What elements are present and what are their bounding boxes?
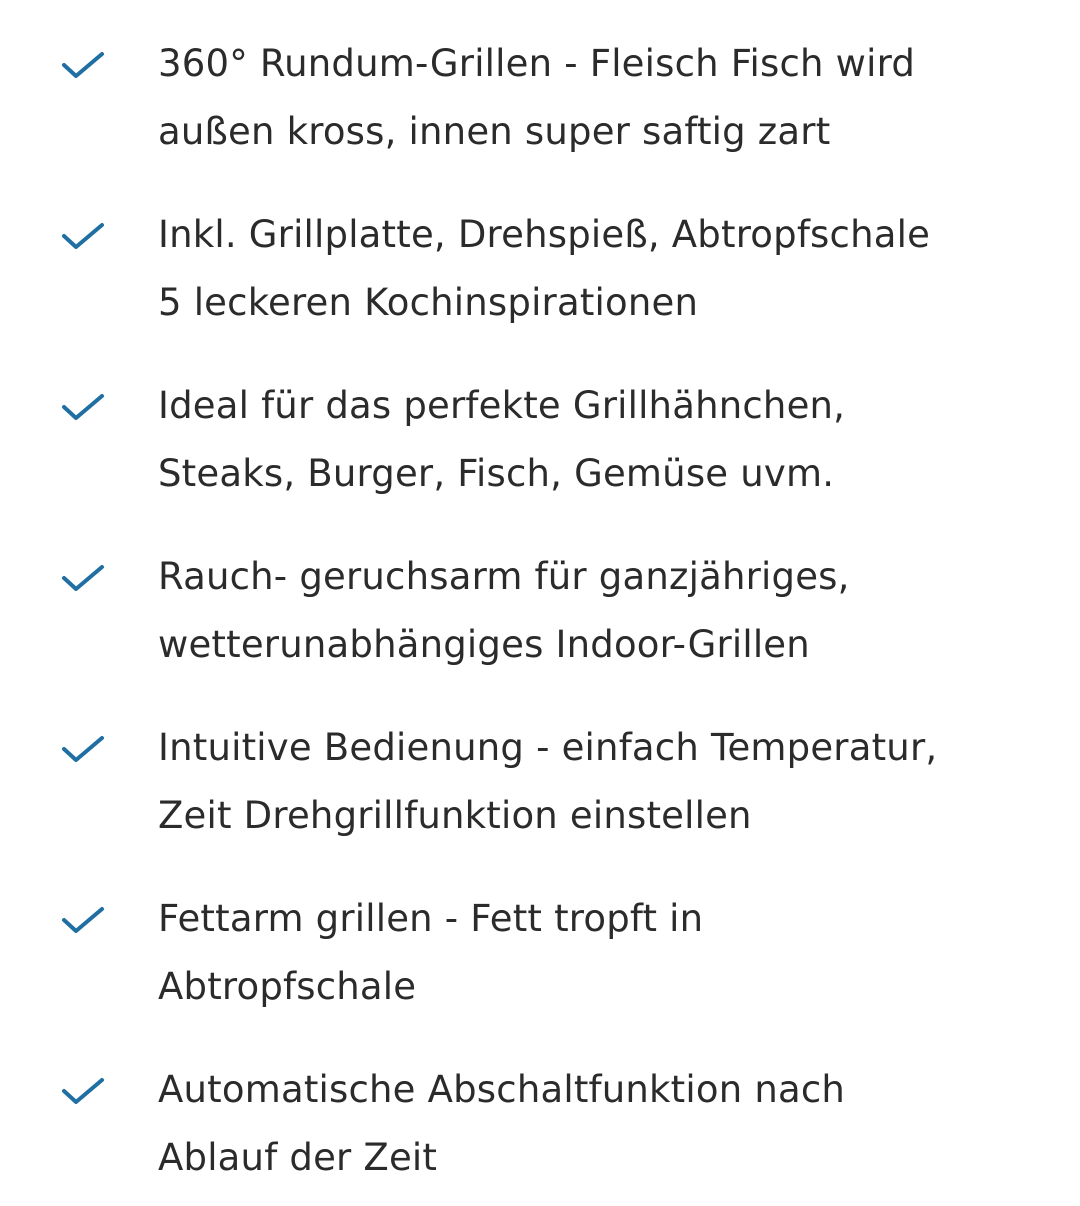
feature-text	[158, 372, 1058, 508]
checkmark-icon	[60, 50, 106, 80]
checkmark-icon	[60, 392, 106, 422]
feature-item	[0, 1056, 1080, 1206]
feature-text	[158, 30, 1058, 166]
feature-text	[158, 1056, 1058, 1192]
feature-line: 360° Rundum-Grillen - Fleisch Fisch wird	[158, 42, 916, 85]
feature-text	[158, 201, 1058, 337]
feature-line: Zeit Drehgrillfunktion einstellen	[158, 794, 752, 837]
feature-line: Inkl. Grillplatte, Drehspieß, Abtropfschale	[158, 213, 931, 256]
checkmark-icon	[60, 905, 106, 935]
feature-text	[158, 885, 1058, 1021]
feature-text	[158, 714, 1058, 850]
feature-item	[0, 543, 1080, 693]
feature-line: Intuitive Bedienung - einfach Temperatur,	[158, 726, 938, 769]
checkmark-icon	[60, 563, 106, 593]
feature-line: außen kross, innen super saftig zart	[158, 110, 831, 153]
feature-line: Ablauf der Zeit	[158, 1136, 438, 1179]
feature-line: Automatische Abschaltfunktion nach	[158, 1068, 846, 1111]
checkmark-icon	[60, 734, 106, 764]
feature-item	[0, 885, 1080, 1035]
feature-line: wetterunabhängiges Indoor-Grillen	[158, 623, 810, 666]
feature-line: Abtropfschale	[158, 965, 417, 1008]
feature-line: Ideal für das perfekte Grillhähnchen,	[158, 384, 846, 427]
feature-item	[0, 30, 1080, 180]
feature-item	[0, 714, 1080, 864]
feature-line: Fettarm grillen - Fett tropft in	[158, 897, 704, 940]
feature-text	[158, 543, 1058, 679]
feature-item	[0, 372, 1080, 522]
feature-line: 5 leckeren Kochinspirationen	[158, 281, 699, 324]
checkmark-icon	[60, 221, 106, 251]
checkmark-icon	[60, 1076, 106, 1106]
feature-line: Rauch- geruchsarm für ganzjähriges,	[158, 555, 850, 598]
feature-item	[0, 201, 1080, 351]
feature-line: Steaks, Burger, Fisch, Gemüse uvm.	[158, 452, 835, 495]
